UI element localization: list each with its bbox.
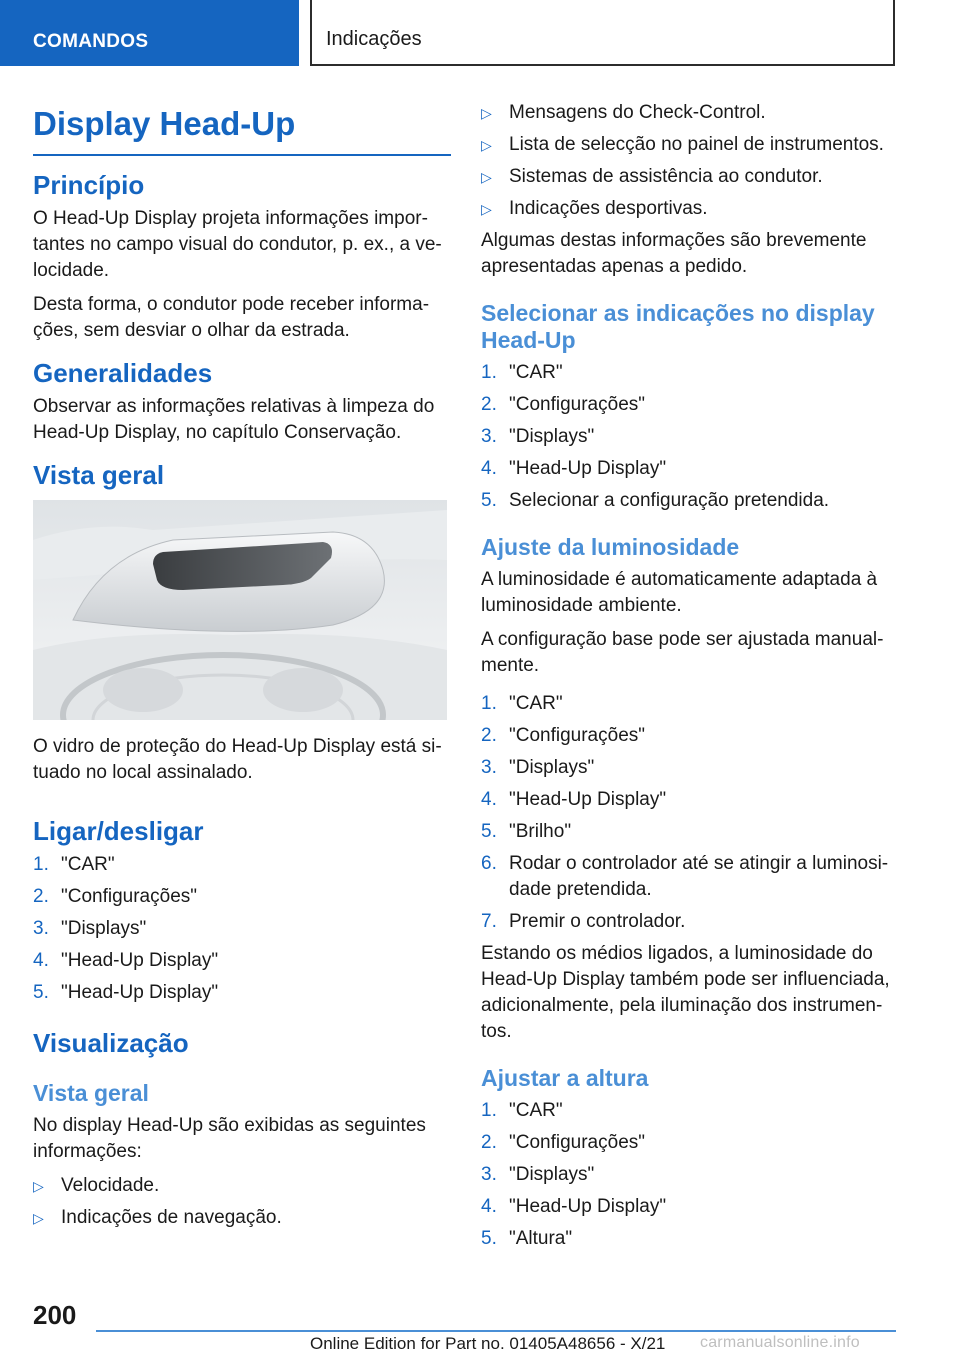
list-item xyxy=(481,132,895,158)
info-bullets xyxy=(481,100,895,222)
heading-vista-geral: Vista geral xyxy=(33,460,165,490)
section-tab: COMANDOS xyxy=(0,0,299,66)
header-underline xyxy=(310,64,895,66)
step-text: "CAR" xyxy=(61,854,115,875)
step-number: 4. xyxy=(481,789,497,810)
list-item xyxy=(481,819,895,845)
header-right-divider xyxy=(893,0,895,66)
page-number: 200 xyxy=(33,1300,77,1330)
triangle-bullet-icon: ▷ xyxy=(33,1210,44,1226)
step-number: 4. xyxy=(33,950,49,971)
heading-generalidades: Generalidades xyxy=(33,358,213,388)
list-item xyxy=(33,1173,451,1199)
step-number: 1. xyxy=(33,854,49,875)
dashboard-illustration xyxy=(33,500,447,720)
list-item xyxy=(481,723,895,749)
subheading-vista-geral: Vista geral xyxy=(33,1080,149,1106)
step-text: "CAR" xyxy=(509,1100,563,1121)
step-text: "Displays" xyxy=(509,1164,595,1185)
step-number: 1. xyxy=(481,362,497,383)
step-number: 2. xyxy=(481,394,497,415)
step-text: "Head-Up Display" xyxy=(509,458,667,479)
bullet-text: Lista de selecção no painel de instrumentos. xyxy=(509,134,884,155)
step-text: Selecionar a configuração pretendida. xyxy=(509,490,830,511)
bullet-text: Indicações de navegação. xyxy=(61,1207,282,1228)
footer-rule xyxy=(96,1330,896,1332)
step-text: "Displays" xyxy=(61,918,147,939)
step-text: "Altura" xyxy=(509,1228,573,1249)
step-text: "Head-Up Display" xyxy=(509,789,667,810)
list-item xyxy=(481,488,895,514)
paragraph: Estando os médios ligados, a luminosidade do Head-Up Display também pode ser influenciada, adicionalmente, pela iluminação dos instrumen-tos. xyxy=(481,943,890,1042)
step-number: 5. xyxy=(481,490,497,511)
step-text: "Displays" xyxy=(509,426,595,447)
list-item xyxy=(481,196,895,222)
step-text: "Configurações" xyxy=(509,725,646,746)
list-item xyxy=(481,787,895,813)
list-item xyxy=(481,424,895,450)
list-item xyxy=(33,980,451,1006)
step-number: 5. xyxy=(33,982,49,1003)
heading-luminosidade: Ajuste da luminosidade xyxy=(481,534,740,560)
heading-visualizacao: Visualização xyxy=(33,1028,189,1058)
step-text: Rodar o controlador até se atingir a luminosi-dade pretendida. xyxy=(509,853,889,900)
right-column xyxy=(481,100,895,1258)
step-number: 4. xyxy=(481,458,497,479)
list-item xyxy=(481,360,895,386)
paragraph: Algumas destas informações são brevemente apresentadas apenas a pedido. xyxy=(481,230,867,277)
step-number: 7. xyxy=(481,911,497,932)
list-item xyxy=(481,392,895,418)
step-text: "Configurações" xyxy=(61,886,198,907)
watermark: carmanualsonline.info xyxy=(700,1334,860,1351)
triangle-bullet-icon: ▷ xyxy=(481,137,492,153)
list-item xyxy=(481,909,895,935)
list-item xyxy=(481,1098,895,1124)
paragraph: O Head-Up Display projeta informações impor-tantes no campo visual do condutor, p. ex., a ve-locidade. xyxy=(33,208,442,281)
step-text: "Brilho" xyxy=(509,821,572,842)
list-item xyxy=(33,852,451,878)
triangle-bullet-icon: ▷ xyxy=(33,1178,44,1194)
photo-caption: O vidro de proteção do Head-Up Display está si-tuado no local assinalado. xyxy=(33,736,442,783)
left-column xyxy=(33,100,451,1237)
visualizacao-bullets xyxy=(33,1173,451,1231)
step-number: 3. xyxy=(481,426,497,447)
step-text: "Configurações" xyxy=(509,1132,646,1153)
step-number: 6. xyxy=(481,853,497,874)
paragraph: No display Head-Up são exibidas as seguintes informações: xyxy=(33,1115,426,1162)
page-header xyxy=(0,0,960,68)
list-item xyxy=(481,100,895,126)
step-number: 3. xyxy=(33,918,49,939)
heading-altura: Ajustar a altura xyxy=(481,1065,649,1091)
step-number: 2. xyxy=(481,1132,497,1153)
title-rule xyxy=(33,154,451,156)
head-up-display-photo xyxy=(33,500,447,720)
list-item xyxy=(481,691,895,717)
step-number: 4. xyxy=(481,1196,497,1217)
bullet-text: Mensagens do Check-Control. xyxy=(509,102,766,123)
list-item xyxy=(33,948,451,974)
step-text: "Displays" xyxy=(509,757,595,778)
step-text: "Head-Up Display" xyxy=(61,950,219,971)
paragraph: Desta forma, o condutor pode receber informa-ções, sem desviar o olhar da estrada. xyxy=(33,294,430,341)
list-item xyxy=(481,1194,895,1220)
step-text: "Configurações" xyxy=(509,394,646,415)
step-number: 1. xyxy=(481,693,497,714)
paragraph: A luminosidade é automaticamente adaptada à luminosidade ambiente. xyxy=(481,569,878,616)
heading-ligar-desligar: Ligar/desligar xyxy=(33,816,204,846)
paragraph: Observar as informações relativas à limpeza do Head-Up Display, no capítulo Conservação. xyxy=(33,396,435,443)
bullet-text: Indicações desportivas. xyxy=(509,198,708,219)
list-item xyxy=(33,916,451,942)
footer-edition: Online Edition for Part no. 01405A48656 - X/21 xyxy=(310,1334,666,1353)
altura-steps-list xyxy=(481,1098,895,1252)
step-number: 1. xyxy=(481,1100,497,1121)
list-item xyxy=(481,1226,895,1252)
page-title: Display Head-Up xyxy=(33,105,296,142)
step-text: Premir o controlador. xyxy=(509,911,686,932)
step-number: 5. xyxy=(481,1228,497,1249)
list-item xyxy=(481,456,895,482)
paragraph: A configuração base pode ser ajustada manual-mente. xyxy=(481,629,884,676)
bullet-text: Sistemas de assistência ao condutor. xyxy=(509,166,823,187)
list-item xyxy=(481,851,895,903)
triangle-bullet-icon: ▷ xyxy=(481,201,492,217)
list-item xyxy=(481,755,895,781)
list-item xyxy=(33,884,451,910)
step-text: "Head-Up Display" xyxy=(509,1196,667,1217)
heading-selecionar: Selecionar as indicações no display Head-Up xyxy=(481,300,875,353)
triangle-bullet-icon: ▷ xyxy=(481,105,492,121)
list-item xyxy=(481,164,895,190)
header-divider xyxy=(310,0,312,66)
list-item xyxy=(33,1205,451,1231)
step-number: 3. xyxy=(481,1164,497,1185)
step-number: 2. xyxy=(33,886,49,907)
step-text: "CAR" xyxy=(509,362,563,383)
list-item xyxy=(481,1130,895,1156)
step-number: 5. xyxy=(481,821,497,842)
step-text: "CAR" xyxy=(509,693,563,714)
ligar-steps-list xyxy=(33,852,451,1006)
step-number: 3. xyxy=(481,757,497,778)
list-item xyxy=(481,1162,895,1188)
luminosidade-steps-list xyxy=(481,691,895,935)
bullet-text: Velocidade. xyxy=(61,1175,160,1196)
step-number: 2. xyxy=(481,725,497,746)
selecionar-steps-list xyxy=(481,360,895,514)
step-text: "Head-Up Display" xyxy=(61,982,219,1003)
heading-principio: Princípio xyxy=(33,170,145,200)
subsection-title: Indicações xyxy=(326,28,422,50)
triangle-bullet-icon: ▷ xyxy=(481,169,492,185)
